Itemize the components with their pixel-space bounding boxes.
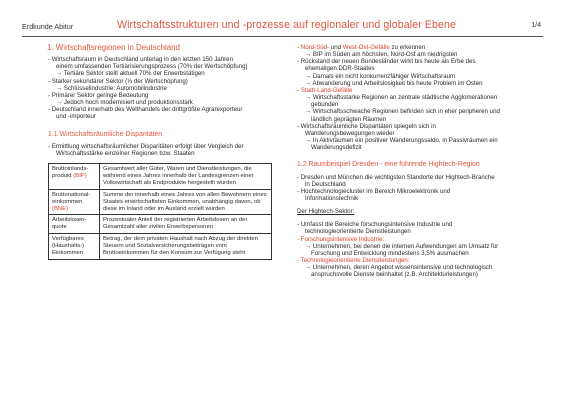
bullet-text: und -importeur (56, 113, 96, 121)
definition-cell: Prozentualer Anteil der registrierten Arbeitslosen an der Gesamtzahl aller zivilen Erwerbspersonen (100, 215, 272, 234)
bullet-text: technologieorientierte Dienstleistungen (305, 228, 411, 236)
abbreviation: (BNE) (52, 205, 69, 212)
term-cell: Arbeitslosen- quote (49, 215, 100, 234)
bullet-text: - Nord-Süd- und West-Ost-Gefälle zu erkennen (297, 44, 426, 51)
section-heading-1: 1. Wirtschaftsregionen in Deutschland (47, 43, 180, 52)
bullet-text: - Rückstand der neuen Bundesländer wirkt bis heute als Erbe des (297, 58, 476, 66)
left-column (48, 44, 280, 260)
right-column (297, 44, 541, 279)
bullet-text: Wanderungsbewegungen wieder (305, 129, 395, 137)
arrow-text: → Unternehmen, bei denen die internen Aufwendungen am Umsatz für (305, 242, 499, 250)
arrow-text: anspruchsvolle Dienste beinhaltet (z.B. Architekturleistungen) (311, 271, 478, 279)
arrow-text: → Tertiäre Sektor stellt aktuell 70% der Erwerbstätigen (56, 70, 205, 78)
bullet-text: - Starker sekundärer Sektor (⅓ der Wertschöpfung) (48, 77, 188, 85)
table-row (49, 164, 272, 190)
arrow-text: → BIP im Süden am höchsten, Nord-Ost am niedrigsten (305, 51, 458, 59)
bullet-text: in Deutschland (305, 180, 346, 188)
page-header (22, 20, 543, 37)
arrow-text: → Damals ein nicht konkurrenzfähiger Wirtschaftsraum (305, 72, 456, 80)
arrow-text: → In Aktivräumen ein positiver Wanderungssaldo, in Passivräumen ein (305, 137, 498, 145)
bullet-text: - Umfasst die Bereiche forschungsintensive Industrie und (297, 221, 453, 229)
arrow-text: → Wirtschaftsschwache Regionen befinden sich in eher peripheren und (305, 108, 500, 116)
bullet-text: - Technologieorientierte Dienstleistungen: (297, 257, 410, 265)
abbreviation: (BIP) (73, 172, 87, 179)
bullet-text: - Ermittlung wirtschaftsräumlicher Disparitäten erfolgt über Vergleich der (48, 142, 244, 150)
bullet-text: - Dresden und München die wichtigsten Standorte der Hightech-Branche (297, 173, 495, 181)
term-cell: Verfügbares (Haushalts-) Einkommen (49, 234, 100, 260)
arrow-text: gebunden (311, 101, 339, 109)
page-number: 1/4 (531, 22, 541, 29)
arrow-text: → Abwanderung und Arbeitslosigkeit bis heute Problem im Osten (305, 79, 483, 87)
term-cell: Bruttonational- einkommen (BNE) (49, 189, 100, 215)
subheading: Der Hightech-Sektor: (297, 208, 355, 216)
term-cell: Bruttoinlands- produkt (BIP) (49, 164, 100, 190)
bullet-text: ehemaligen DDR-Staates (305, 65, 375, 73)
arrow-text: Forschung und Entwicklung mindestens 3,5% ausmachen (311, 249, 469, 257)
table-row (49, 189, 272, 215)
subject-label: Erdkunde Abitur (22, 22, 74, 31)
definition-cell: Gesamtwert aller Güter, Waren und Dienstleistungen, die während eines Jahres innerhalb der Landesgrenzen einer Volkswirtschaft als Endprodukte hergestellt wurden (100, 164, 272, 190)
definition-cell: Summe der innerhalb eines Jahres von allen Bewohnern eines Staates erwirtschafteten Einkommen, unabhängig davon, ob diese im Inland oder im Ausland erzielt wurden (100, 189, 272, 215)
bullet-text: - Wirtschaftsraum in Deutschland unterlag in den letzten 150 Jahren (48, 56, 233, 64)
bullet-text: Informationstechnik (305, 194, 359, 202)
section-heading-1-2: 1.2 Raumbeispiel Dresden - eine führende Hightech-Region (297, 161, 480, 169)
table-row (49, 234, 272, 260)
definition-cell: Betrag, der dem privaten Haushalt nach Abzug der direkten Steuern und Sozialversicherungsbeiträgen vom Bruttoeinkommen für den Konsum zur Verfügung steht (100, 234, 272, 260)
arrow-text: → Wirtschaftsstarke Regionen an zentrale städtische Agglomerationen (305, 94, 498, 102)
definitions-table (48, 163, 272, 260)
arrow-text: → Unternehmen, deren Angebot wissensintensive und technologisch (305, 264, 493, 272)
bullet-text: - Primärer Sektor geringe Bedeutung (48, 91, 149, 99)
bullet-text: Wirtschaftsstärke einzelner Regionen bzw. Staaten (56, 149, 195, 157)
bullet-text: - Forschungsintensive Industrie: (297, 235, 385, 243)
bullet-text: einem umfassenden Tertiärisierungsprozess (70% der Wertschöpfung) (56, 63, 248, 71)
table-row (49, 215, 272, 234)
bullet-text: - Stadt-Land-Gefälle (297, 86, 353, 94)
bullet-text: - Deutschland innerhalb des Welthandels der drittgrößte Agrarexporteur (48, 106, 243, 114)
page-title: Wirtschaftsstrukturen und -prozesse auf regionaler und globaler Ebene (117, 19, 457, 31)
arrow-text: Wanderungsdefizit (311, 144, 362, 152)
arrow-text: ländlich geprägten Räumen (311, 115, 387, 123)
arrow-text: → Schlüsselindustrie: Automobilindustrie (56, 84, 167, 92)
bullet-text: - Wirtschaftsräumliche Disparitäten spiegeln sich in (297, 122, 436, 130)
arrow-text: → Jedoch hoch modernisiert und produktionsstark (56, 99, 193, 107)
section-heading-1-1: 1.1 Wirtschaftsräumliche Disparitäten (48, 130, 163, 138)
bullet-text: - Hochtechnologiecluster im Bereich Mikroelektronik und (297, 187, 451, 195)
